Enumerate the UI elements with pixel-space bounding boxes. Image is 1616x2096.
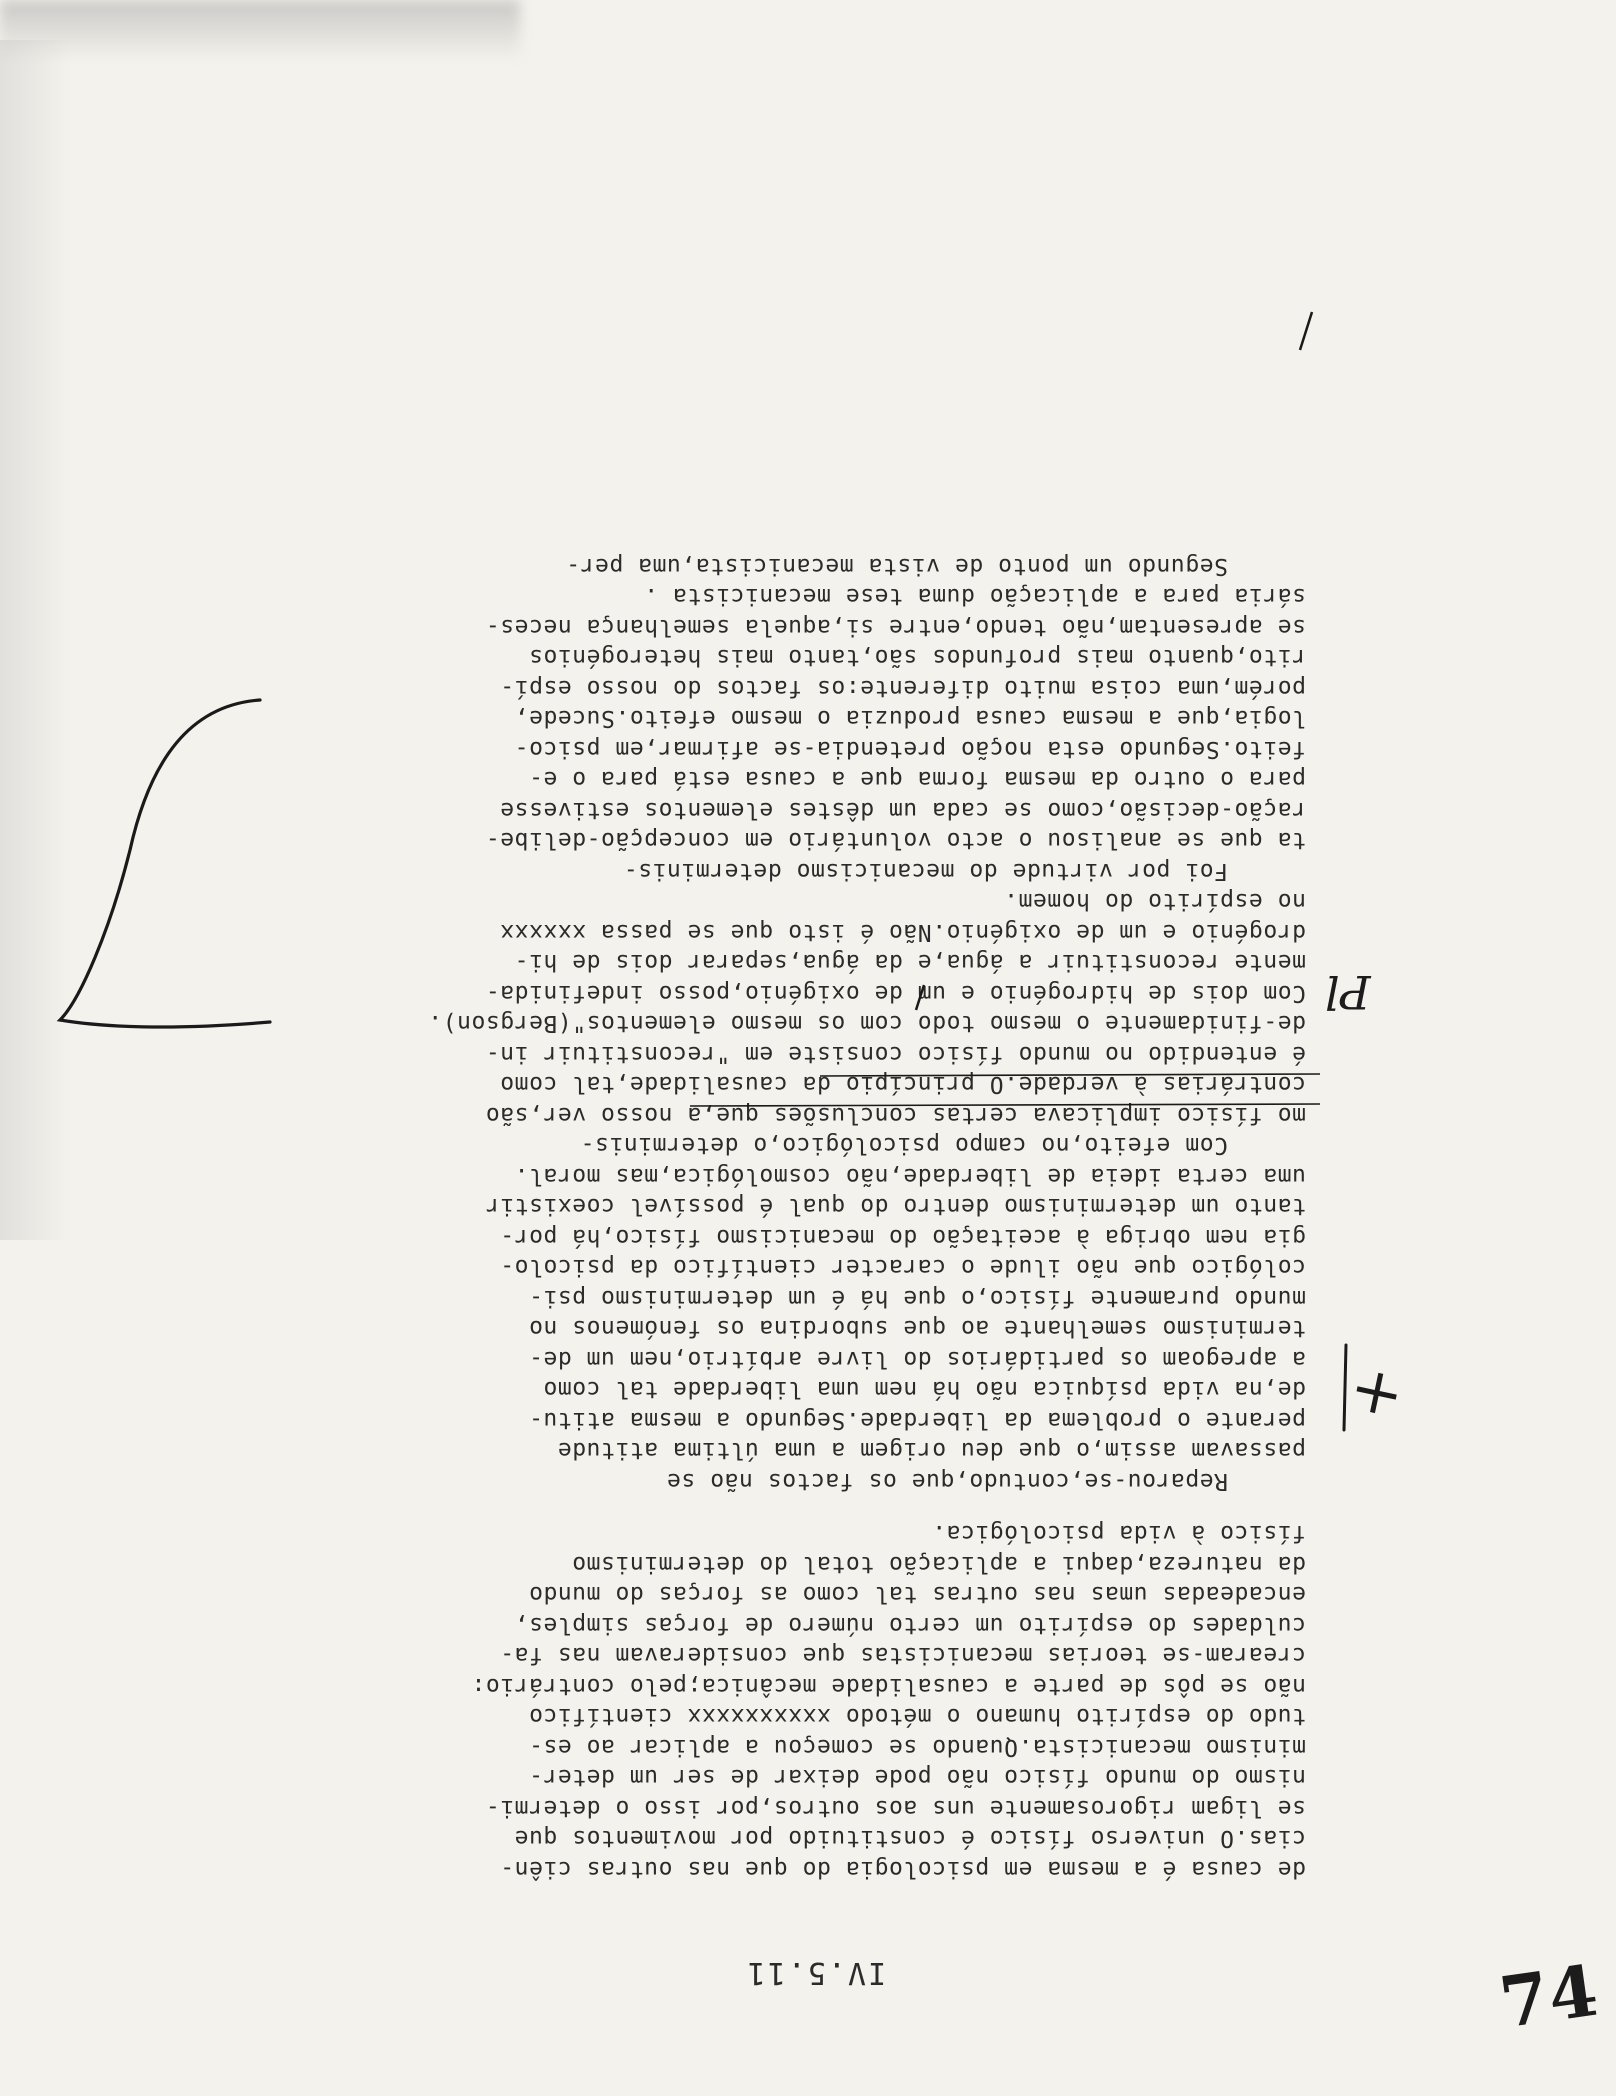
text-line: ração-decisão,como se cada um dêstes elementos estivesse bbox=[499, 797, 1306, 823]
text-line: Com efeito,no campo psicológico,o determinis- bbox=[580, 1132, 1228, 1159]
text-line: Com dois de hidrogénio e um de oxigénio,posso indefinida- bbox=[485, 980, 1306, 1006]
text-line: Foi por virtude do mecanicismo determinis- bbox=[623, 858, 1228, 884]
text-line: logia,que a mesma causa produzia o mesmo efeito.Sucede, bbox=[514, 705, 1306, 732]
text-line: se ligam rigorosamente uns aos outros,por isso o determi- bbox=[485, 1795, 1306, 1821]
text-line: se apresentam,não tendo,entre si,aquela semelhança neces- bbox=[485, 614, 1306, 640]
text-line: rito,quanto mais profundos são,tanto mais heterogénios bbox=[528, 644, 1306, 671]
text-line: Reparou-se,contudo,que os factos não se bbox=[666, 1468, 1228, 1494]
text-line: terminismo semelhante ao que subordina os fenómenos no bbox=[528, 1315, 1306, 1342]
text-line: tudo do espírito humano o método xxxxxxxxxx científico bbox=[528, 1703, 1306, 1730]
text-line: físico à vida psicológica. bbox=[931, 1520, 1306, 1547]
paragraph-gap bbox=[166, 1496, 1306, 1518]
margin-plus-note: + bbox=[1342, 1350, 1411, 1434]
text-line: no espírito do homem. bbox=[1003, 888, 1306, 915]
margin-pl-note: Pl bbox=[1325, 965, 1371, 1019]
text-line: de,na vida psíquica não há nem uma liberdade tal como bbox=[542, 1376, 1306, 1403]
text-line: feito.Segundo esta noção pretendia-se afirmar,em psico- bbox=[514, 736, 1306, 762]
text-line: sária para a aplicação duma tese mecanicista . bbox=[643, 583, 1306, 610]
typed-page-number: IV.5.11 bbox=[745, 1955, 886, 1990]
text-line: para o outro da mesma forma que a causa está para o e- bbox=[528, 766, 1306, 793]
text-line: mundo puramente físico,o que há é um determinismo psi- bbox=[528, 1285, 1306, 1311]
text-line: minismo mecanicista.Quando se começou a aplicar ao es- bbox=[528, 1734, 1306, 1760]
text-line: encadeadas umas nas outras tal como as forças do mundo bbox=[528, 1581, 1306, 1608]
text-line: porém,uma coisa muito diferente:os factos do nosso espí- bbox=[499, 675, 1306, 701]
text-line: uma certa ideia de liberdade,não cosmológica,mas moral. bbox=[514, 1163, 1306, 1189]
text-line: Segundo um ponto de vista mecanicista,uma per- bbox=[565, 553, 1228, 579]
text-line: cológico que não ilude o caracter científico da psicolo- bbox=[499, 1254, 1306, 1281]
text-line: perante o problema da liberdade.Segundo a mesma atitu- bbox=[528, 1407, 1306, 1433]
text-line: ta que se analisou o acto voluntário em concepção-delibe- bbox=[485, 827, 1306, 854]
text-line: passavam assim,o que deu origem a uma última atitude bbox=[557, 1437, 1306, 1464]
text-line: mente reconstituir a água,e da água,separar dois de hi- bbox=[514, 949, 1306, 976]
typed-text-body bbox=[166, 551, 1306, 1885]
text-line: é entendido no mundo físico consiste em "reconstituir in- bbox=[485, 1041, 1306, 1067]
text-line: tanto um determinismo dentro do qual é possível coexistir bbox=[485, 1193, 1306, 1220]
text-line: nismo do mundo físico não pode deixar de ser um deter- bbox=[528, 1764, 1306, 1791]
text-line: cias.O universo físico é constituido por movimentos que bbox=[514, 1825, 1306, 1852]
text-line: mo físico implicava certas conclusões que,a nosso ver,são bbox=[485, 1102, 1306, 1128]
handwritten-page-number: 74 bbox=[1494, 1948, 1603, 2045]
text-line: gia nem obriga à aceitação do mecanicismo físico,há por- bbox=[499, 1224, 1306, 1250]
text-line: culdades do espírito um certo número de forças simples, bbox=[514, 1612, 1306, 1638]
text-line: de-finidamente o mesmo todo com os mesmo elementos"(Bergson). bbox=[427, 1010, 1306, 1037]
text-line: contrárias à verdade.O princípio da causalidade,tal como bbox=[499, 1071, 1306, 1098]
text-line: da natureza,daqui a aplicação total do determinismo bbox=[571, 1551, 1306, 1577]
text-line: a apregoam os partidários do livre arbítrio,nem um de- bbox=[528, 1346, 1306, 1372]
text-line: de causa é a mesma em psicologia do que nas outras ciên- bbox=[499, 1856, 1306, 1882]
text-line: drogénio e um de oxigénio.Não é isto que se passa xxxxxx bbox=[499, 919, 1306, 945]
text-line: não se pôs de parte a causalidade mecânica;pelo contrário: bbox=[470, 1673, 1306, 1699]
text-line: crearam-se teorias mecanicistas que consideravam nas fa- bbox=[499, 1642, 1306, 1669]
